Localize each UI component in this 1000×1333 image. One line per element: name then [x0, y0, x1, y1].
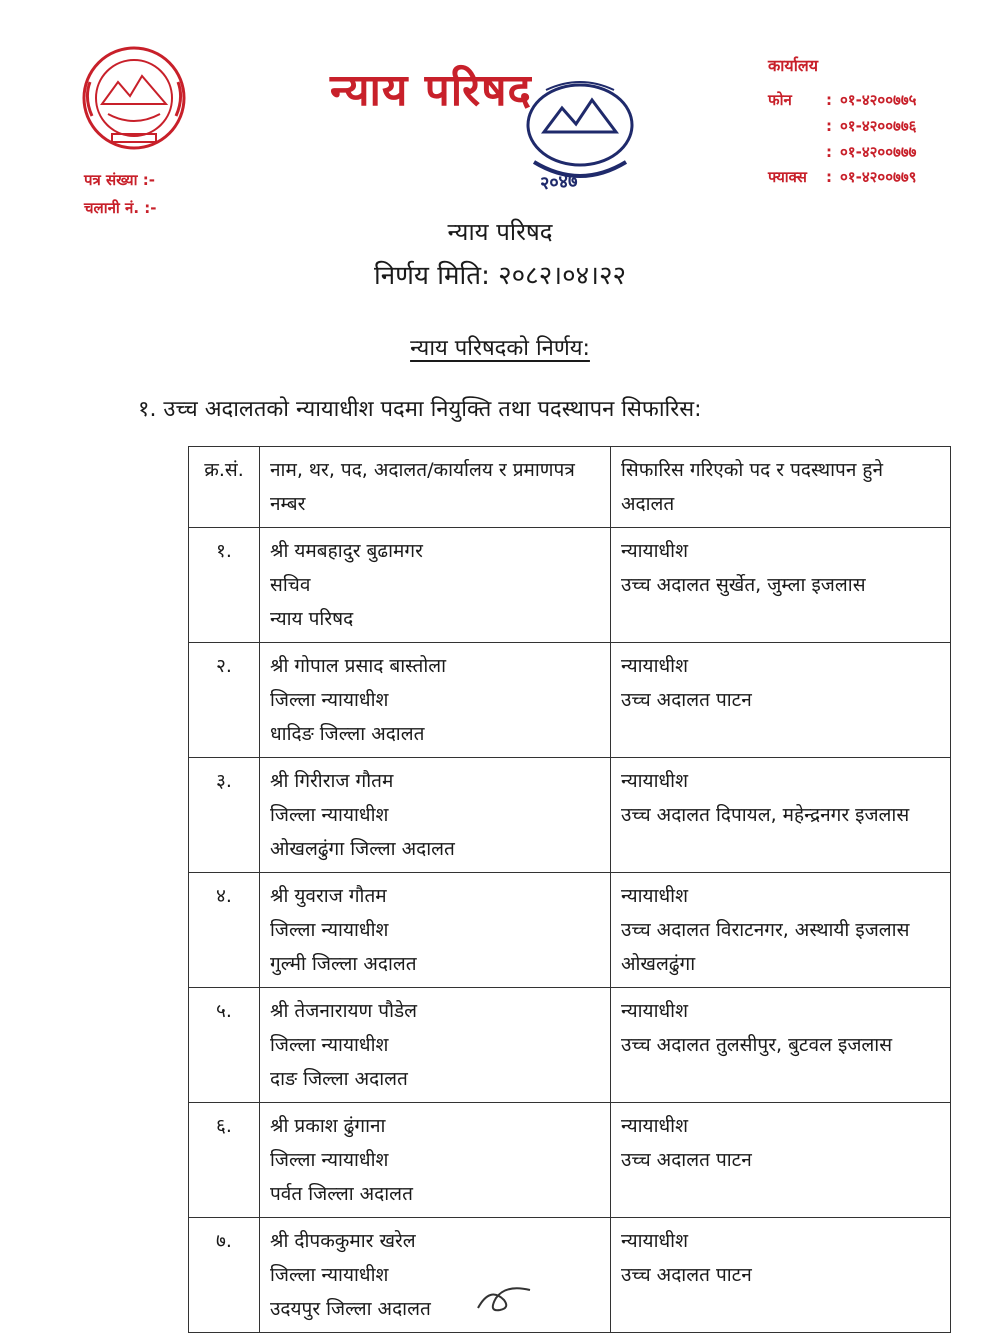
recommended-court: उच्च अदालत तुलसीपुर, बुटवल इजलास — [621, 1034, 893, 1056]
row-person — [260, 758, 611, 873]
table-row — [189, 758, 951, 873]
section-title: १. उच्च अदालतको न्यायाधीश पदमा नियुक्ति तथा पदस्थापन सिफारिस: — [138, 397, 702, 422]
row-person — [260, 528, 611, 643]
recommended-post: न्यायाधीश — [621, 1230, 689, 1252]
person-post: जिल्ला न्यायाधीश — [270, 919, 389, 941]
nepal-emblem-icon — [78, 42, 190, 154]
person-name: श्री यमबहादुर बुढामगर — [270, 540, 423, 562]
row-recommendation — [611, 1103, 951, 1218]
person-office: ओखलढुंगा जिल्ला अदालत — [270, 838, 455, 860]
decision-date: निर्णय मिति: २०८२।०४।२२ — [373, 261, 627, 291]
row-sn: ४. — [189, 873, 260, 988]
table-header-row — [189, 447, 951, 528]
recommended-post: न्यायाधीश — [621, 770, 689, 792]
row-person — [260, 1103, 611, 1218]
header-sn: क्र.सं. — [189, 447, 260, 528]
row-person — [260, 643, 611, 758]
person-name: श्री युवराज गौतम — [270, 885, 387, 907]
signature-icon — [470, 1278, 540, 1318]
row-sn: ७. — [189, 1218, 260, 1333]
row-sn: ५. — [189, 988, 260, 1103]
person-name: श्री गिरीराज गौतम — [270, 770, 394, 792]
person-name: श्री दीपककुमार खरेल — [270, 1230, 416, 1252]
person-post: जिल्ला न्यायाधीश — [270, 1264, 389, 1286]
council-seal-icon — [500, 70, 660, 200]
person-post: जिल्ला न्यायाधीश — [270, 1149, 389, 1171]
table-row — [189, 643, 951, 758]
office-label: कार्यालय — [768, 56, 818, 75]
row-person — [260, 988, 611, 1103]
recommended-post: न्यायाधीश — [621, 1115, 689, 1137]
contact-phone-3: : ०१-४२००७७७ — [826, 143, 917, 161]
row-recommendation — [611, 1218, 951, 1333]
row-sn: २. — [189, 643, 260, 758]
person-post: सचिव — [270, 574, 311, 596]
dispatch-no-label: चलानी नं. :- — [84, 199, 157, 217]
person-name: श्री प्रकाश ढुंगाना — [270, 1115, 386, 1137]
row-recommendation — [611, 758, 951, 873]
recommended-post: न्यायाधीश — [621, 655, 689, 677]
row-recommendation — [611, 988, 951, 1103]
recommended-post: न्यायाधीश — [621, 885, 689, 907]
decision-heading: न्याय परिषदको निर्णय: — [410, 336, 590, 361]
org-title: न्याय परिषद — [447, 218, 553, 246]
seal-year: २०४७ — [539, 170, 579, 195]
table-row — [189, 873, 951, 988]
person-office: न्याय परिषद — [270, 608, 354, 630]
table-row — [189, 1103, 951, 1218]
person-name: श्री गोपाल प्रसाद बास्तोला — [270, 655, 447, 677]
person-office: उदयपुर जिल्ला अदालत — [270, 1298, 431, 1320]
row-sn: ६. — [189, 1103, 260, 1218]
row-person — [260, 873, 611, 988]
row-person — [260, 1218, 611, 1333]
header-name: नाम, थर, पद, अदालत/कार्यालय र प्रमाणपत्र नम्बर — [260, 447, 611, 528]
letterhead-title: न्याय परिषद — [330, 65, 532, 116]
person-post: जिल्ला न्यायाधीश — [270, 1034, 389, 1056]
recommended-post: न्यायाधीश — [621, 540, 689, 562]
table-row — [189, 988, 951, 1103]
recommended-court: उच्च अदालत पाटन — [621, 689, 752, 711]
person-office: दाङ जिल्ला अदालत — [270, 1068, 408, 1090]
recommended-court: उच्च अदालत विराटनगर, अस्थायी इजलास ओखलढुंगा — [621, 919, 910, 975]
recommended-court: उच्च अदालत सुर्खेत, जुम्ला इजलास — [621, 574, 866, 596]
contact-fax: फ्याक्स : ०१-४२००७७९ — [768, 168, 917, 186]
recommendation-table — [188, 446, 951, 1333]
person-office: धादिङ जिल्ला अदालत — [270, 723, 425, 745]
recommended-post: न्यायाधीश — [621, 1000, 689, 1022]
row-recommendation — [611, 643, 951, 758]
row-sn: १. — [189, 528, 260, 643]
table-row — [189, 1218, 951, 1333]
header-recommendation: सिफारिस गरिएको पद र पदस्थापन हुने अदालत — [611, 447, 951, 528]
person-name: श्री तेजनारायण पौडेल — [270, 1000, 418, 1022]
row-recommendation — [611, 528, 951, 643]
row-sn: ३. — [189, 758, 260, 873]
row-recommendation — [611, 873, 951, 988]
person-office: पर्वत जिल्ला अदालत — [270, 1183, 413, 1205]
person-post: जिल्ला न्यायाधीश — [270, 689, 389, 711]
contact-phone-1: फोन : ०१-४२००७७५ — [768, 91, 917, 109]
recommended-court: उच्च अदालत पाटन — [621, 1149, 752, 1171]
table-row — [189, 528, 951, 643]
contact-phone-2: : ०१-४२००७७६ — [826, 117, 917, 135]
letter-no-label: पत्र संख्या :- — [84, 171, 155, 189]
person-office: गुल्मी जिल्ला अदालत — [270, 953, 417, 975]
person-post: जिल्ला न्यायाधीश — [270, 804, 389, 826]
recommended-court: उच्च अदालत दिपायल, महेन्द्रनगर इजलास — [621, 804, 910, 826]
recommended-court: उच्च अदालत पाटन — [621, 1264, 752, 1286]
